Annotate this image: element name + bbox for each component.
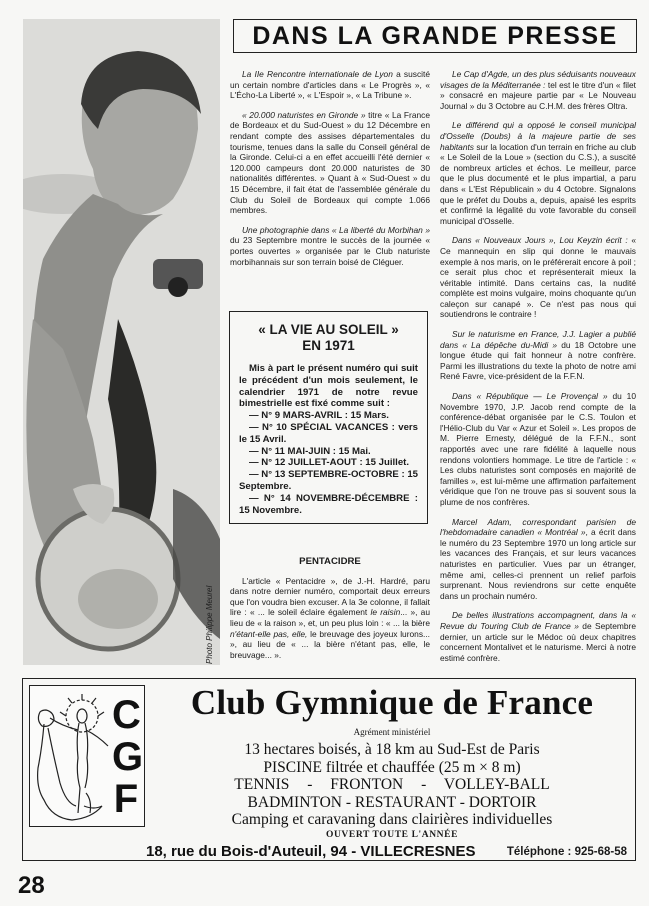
article-lead: Dans « Nouveaux Jours », Lou Keyzin écrit :: [452, 235, 628, 246]
article-text: de Septembre dernier, un article sur le Médoc où deux chapitres concernent Montalivet et le naturisme. Merci à notre estimé confrère.: [440, 620, 636, 663]
article-lead: Le différend qui a opposé le conseil municipal d'Osselle (Doubs) à la majeure partie de ses habitants: [440, 120, 636, 152]
article-paragraph: [230, 69, 430, 101]
logo-letter: C: [112, 693, 141, 737]
ad-subtitle: Agrément ministériel: [353, 727, 431, 737]
article-lead: De belles illustrations accompagnent, dans la « Revue du Touring Club de France »: [440, 610, 636, 631]
column-right: [440, 69, 636, 672]
article-paragraph: [440, 69, 636, 111]
goddess-with-urn-icon: [32, 688, 116, 826]
text-run-italic: n'étant-elle pas, elle,: [230, 628, 308, 639]
club-advertisement: [22, 678, 636, 861]
photo-illustration: [23, 19, 220, 665]
article-lead: Dans « République — Le Provençal »: [452, 391, 608, 402]
page-number: 28: [18, 872, 45, 899]
article-paragraph: [440, 391, 636, 508]
photo-credit: [205, 568, 219, 664]
calendar-title: [239, 322, 418, 354]
text-run: ... », au lieu de « la raison », et, un peu plus loin : « ... la bière: [230, 607, 430, 628]
photo-child-with-bucket: [23, 19, 220, 665]
ad-features: [153, 741, 631, 829]
article-paragraph: [440, 517, 636, 602]
calendar-item: — N° 14 NOVEMBRE-DÉCEMBRE : 15 Novembre.: [239, 492, 418, 516]
ad-phone: Téléphone : 925-68-58: [506, 846, 627, 858]
ad-line: TENNIS - FRONTON - VOLLEY-BALL: [234, 776, 550, 794]
article-paragraph: [230, 225, 430, 267]
calendar-intro: Mis à part le présent numéro qui suit le précédent d'un mois seulement, le calendrier 1971 de notre revue bimestrielle est fixé comme suit :: [239, 363, 418, 410]
ad-open-notice: OUVERT TOUTE L'ANNÉE: [325, 830, 459, 840]
logo-letter: G: [112, 735, 144, 779]
calendar-item: — N° 9 MARS-AVRIL : 15 Mars.: [249, 410, 389, 422]
logo-letter: F: [113, 777, 139, 821]
calendar-item: — N° 11 MAI-JUIN : 15 Mai.: [249, 445, 371, 457]
article-text: du 10 Novembre 1970, J.P. Jacob rend compte de la conférence-débat organisée par le C.S. Toulon et l'Hélio-Club du Var « Azur et Soleil ». Les propos de M. Pierre Ernesty, délégué de la F.F.N., sont rapportés avec une rare fidélité à laquelle nous rendons volontiers hommage. Le titre de l'article : « Les clubs naturistes sont composés en majorité de familles », est lui-même une affirmation parfaitement véridique que l'on ne trouve pas si souvent sous la plume de nos confrères.: [440, 391, 636, 507]
article-text: titre « La France de Bordeaux et du Sud-Ouest » du 12 Décembre en rendant compte des assises départementales du tourisme, tenues dans la salle du Conseil général de la Gironde. Celui-ci a en effet accueilli l'été dernier « 120.000 campeurs dont 20.000 naturistes de 30 nationalités différentes. » Quant à « Sud-Ouest » du 15 Décembre, il fait état de l'assemblée générale du Club du Soleil de Bordeaux qui compte 1.066 membres.: [230, 109, 430, 216]
ad-line: PISCINE filtrée et chauffée (25 m × 8 m): [263, 758, 521, 776]
article-lead: Le Cap d'Agde, un des plus séduisants nouveaux visages de la Méditerranée :: [440, 69, 636, 90]
article-text: a suscité un certain nombre d'articles dans « Le Progrès », « L'Écho-La Liberté », « L'Espoir », « La Tribune ».: [230, 69, 430, 101]
section-title: DANS LA GRANDE PRESSE: [252, 21, 618, 50]
article-lead: Marcel Adam, correspondant parisien de l'hebdomadaire canadien « Montréal »: [440, 516, 636, 538]
ad-line: BADMINTON - RESTAURANT - DORTOIR: [247, 793, 537, 811]
ad-address: 18, rue du Bois-d'Auteuil, 94 - VILLECRESNES: [146, 843, 476, 860]
article-lead: Une photographie dans « La liberté du Morbihan »: [242, 224, 430, 235]
article-paragraph: [230, 110, 430, 216]
column-middle: [230, 69, 430, 276]
calendar-title-line2: EN 1971: [302, 338, 355, 353]
article-paragraph: [440, 610, 636, 663]
text-run: le breuvage des joyeux lurons... », au lieu de « ... la bière n'étant pas, elle, le breuvage... ».: [230, 628, 430, 660]
calendar-item: — N° 13 SEPTEMBRE-OCTOBRE : 15 Septembre.: [239, 469, 418, 492]
article-text: tel est le titre d'un « filet » consacré en majeure partie par « Le Nouveau Journal » du 3 Octobre au C.H.M. des frères Oltra.: [440, 79, 636, 111]
cgf-letters: [112, 693, 144, 821]
article-lead: La IIe Rencontre internationale de Lyon: [242, 69, 393, 79]
calendar-item: — N° 12 JUILLET-AOUT : 15 Juillet.: [249, 457, 410, 469]
ad-line: 13 hectares boisés, à 18 km au Sud-Est de Paris: [244, 741, 540, 758]
text-run: L'article « Pentacidre », de J.-H. Hardré, paru dans notre dernier numéro, comportait deux erreurs que l'on voudra bien excuser. A la 3e colonne, il fallait lire : « ... le soleil éclaire également: [230, 575, 430, 618]
ad-title: Club Gymnique de France: [190, 683, 594, 722]
ad-line: Camping et caravaning dans clairières individuelles: [231, 811, 553, 829]
article-text: sur la location d'un terrain en friche au club « Le Soleil de la Loue » (section du C.S.), a suscité de nombreux articles et échos. Le meilleur, parce que le plus documenté et le plus impartial, a paru dans « L'Est Républicain » du 4 Octobre. Signalons que le préfet du Doubs a, depuis, apaisé les esprits et confirmé la légalité du vote favorable du conseil municipal d'Osselle.: [440, 141, 636, 226]
text-run-italic: le raisin: [370, 607, 401, 618]
article-paragraph: [440, 120, 636, 226]
pentacidre-article: [230, 557, 430, 660]
calendar-item: — N° 10 SPÉCIAL VACANCES : vers le 15 Avril.: [239, 421, 418, 445]
article-paragraph: [440, 329, 636, 382]
article-lead: « 20.000 naturistes en Gironde »: [242, 109, 366, 120]
article-lead: Sur le naturisme en France, J.J. Lagier a publié dans « La dépêche du-Midi »: [440, 329, 636, 350]
calendar-title-line1: « LA VIE AU SOLEIL »: [258, 322, 399, 337]
article-text: « Ce mannequin en slip qui donne le mauvais exemple à nos maris, on le préférerait encore à poil ; ce serait plus choc et représenterait mieux la véritable intimité. Dans certains cas, la nudité complète est moins vulgaire, moins choquante qu'un caleçon sur canapé ». Ce n'est pas nous qui soutiendrons le contraire !: [440, 235, 636, 320]
pentacidre-heading: PENTACIDRE: [299, 556, 361, 567]
pentacidre-text: [230, 576, 430, 661]
photo-credit-text: Photo Philippe Meurel: [205, 585, 214, 664]
calendar-box: [229, 311, 428, 524]
article-text: du 23 Septembre montre le succès de la journée « portes ouvertes » organisée par le Club naturiste morbihannais sur son terrain boisé de Cléguer.: [230, 235, 430, 267]
article-text: du 18 Octobre une longue étude qui fait honneur à notre confrère. Parmi les illustrations du texte la photo de notre ami René Favre, vice-président de la F.F.N.: [440, 339, 636, 382]
section-title-box: [233, 19, 637, 53]
article-text: , a écrit dans le numéro du 23 Septembre 1970 un long article sur les vacances des Français, et sur leurs vacances naturistes en particulier. Vues par un étranger, même ami, celles-ci prennent un relief parfois surprenant. Nous reviendrons sur cette enquête dans un prochain numéro.: [440, 527, 636, 601]
article-paragraph: [440, 235, 636, 320]
cgf-logo: [29, 685, 145, 827]
